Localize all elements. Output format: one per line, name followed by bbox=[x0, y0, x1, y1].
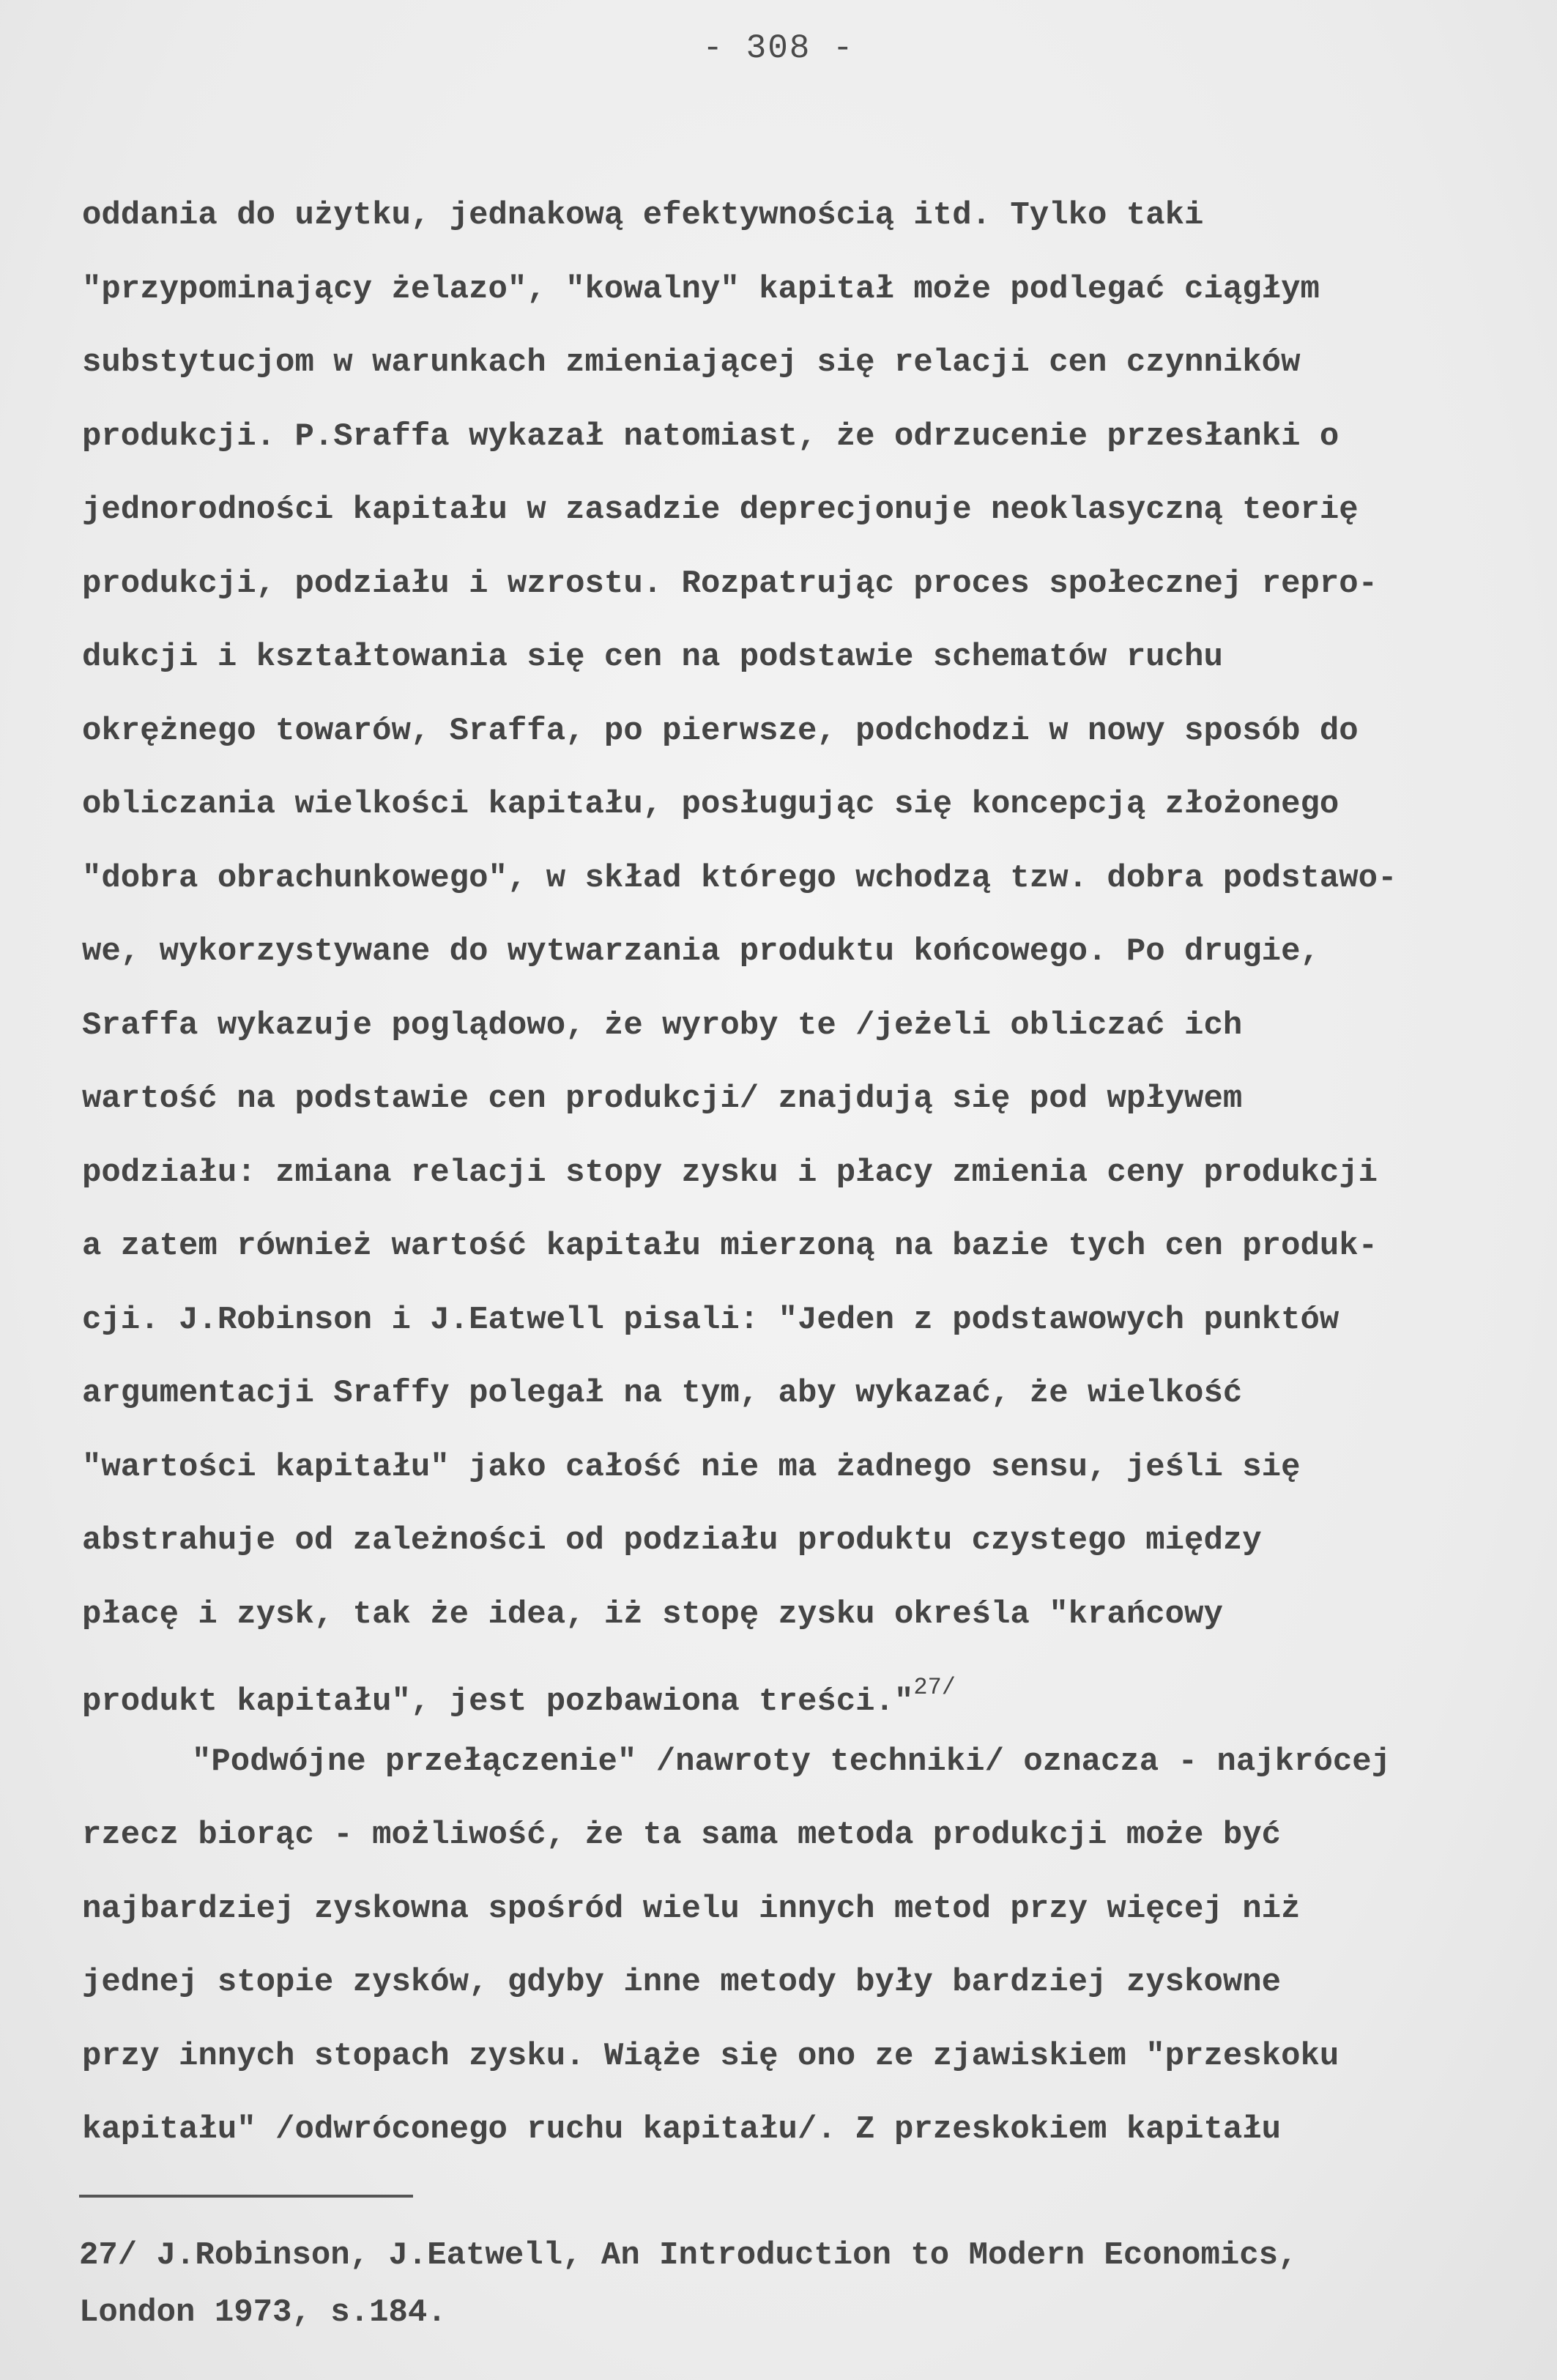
text-line: "przypominający żelazo", "kowalny" kapitał może podlegać ciągłym bbox=[82, 270, 1320, 308]
text-line: "dobra obrachunkowego", w skład którego wchodzą tzw. dobra podstawo- bbox=[82, 859, 1397, 897]
text-line: abstrahuje od zależności od podziału produktu czystego między bbox=[82, 1522, 1262, 1559]
text-line: obliczania wielkości kapitału, posługując się koncepcją złożonego bbox=[82, 786, 1339, 823]
text-line: "wartości kapitału" jako całość nie ma żadnego sensu, jeśli się bbox=[82, 1448, 1301, 1486]
text-line-with-footnote bbox=[82, 1651, 1539, 1725]
text-line: produkt kapitału", jest pozbawiona treści." bbox=[82, 1683, 914, 1720]
page-number: - 308 - bbox=[702, 29, 855, 67]
paragraph-line: "Podwójne przełączenie" /nawroty techniki/ oznacza - najkrócej bbox=[192, 1743, 1391, 1780]
paragraph-line: kapitału" /odwróconego ruchu kapitału/. Z przeskokiem kapitału bbox=[82, 2111, 1282, 2148]
text-line: produkcji. P.Sraffa wykazał natomiast, że odrzucenie przesłanki o bbox=[82, 418, 1339, 455]
footnote-divider bbox=[79, 2195, 413, 2198]
text-line: jednorodności kapitału w zasadzie deprecjonuje neoklasyczną teorię bbox=[82, 492, 1359, 528]
body-text bbox=[82, 179, 1539, 2167]
text-line: substytucjom w warunkach zmieniającej się relacji cen czynników bbox=[82, 344, 1301, 381]
footnote-line: London 1973, s.184. bbox=[79, 2294, 447, 2331]
text-line: argumentacji Sraffy polegał na tym, aby wykazać, że wielkość bbox=[82, 1375, 1243, 1412]
footnotes bbox=[79, 2227, 1536, 2341]
text-line: produkcji, podziału i wzrostu. Rozpatrując proces społecznej repro- bbox=[82, 565, 1378, 602]
text-line: płacę i zysk, tak że idea, iż stopę zysku określa "krańcowy bbox=[82, 1595, 1223, 1633]
footnote-line: 27/ J.Robinson, J.Eatwell, An Introduction to Modern Economics, bbox=[79, 2237, 1298, 2274]
text-line: a zatem również wartość kapitału mierzoną na bazie tych cen produk- bbox=[82, 1228, 1378, 1264]
text-line: Sraffa wykazuje poglądowo, że wyroby te /jeżeli obliczać ich bbox=[82, 1007, 1243, 1044]
text-line: wartość na podstawie cen produkcji/ znajdują się pod wpływem bbox=[82, 1080, 1243, 1117]
text-line: we, wykorzystywane do wytwarzania produktu końcowego. Po drugie, bbox=[82, 933, 1320, 970]
footnote-reference[interactable]: 27/ bbox=[913, 1674, 956, 1701]
text-line: podziału: zmiana relacji stopy zysku i płacy zmienia ceny produkcji bbox=[82, 1154, 1378, 1191]
paragraph-line: rzecz biorąc - możliwość, że ta sama metoda produkcji może być bbox=[82, 1817, 1282, 1853]
paragraph-line: przy innych stopach zysku. Wiąże się ono ze zjawiskiem "przeskoku bbox=[82, 2037, 1339, 2075]
text-line: oddania do użytku, jednakową efektywnością itd. Tylko taki bbox=[82, 197, 1204, 234]
text-line: cji. J.Robinson i J.Eatwell pisali: "Jeden z podstawowych punktów bbox=[82, 1301, 1339, 1338]
paragraph-line: jednej stopie zysków, gdyby inne metody były bardziej zyskowne bbox=[82, 1964, 1282, 2001]
text-line: dukcji i kształtowania się cen na podstawie schematów ruchu bbox=[82, 639, 1223, 675]
paragraph-line: najbardziej zyskowna spośród wielu innych metod przy więcej niż bbox=[82, 1890, 1301, 1927]
text-line: okrężnego towarów, Sraffa, po pierwsze, podchodzi w nowy sposób do bbox=[82, 712, 1359, 749]
